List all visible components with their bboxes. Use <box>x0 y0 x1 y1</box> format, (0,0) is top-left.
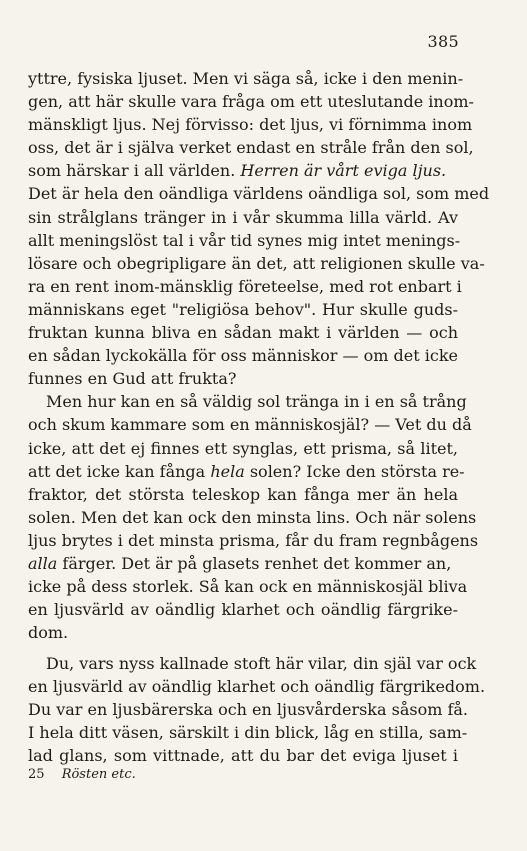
paragraph-1-line-9: lösare och obegripligare än det, att religionen skulle va- <box>28 253 485 273</box>
paragraph-2-line-2: och skum kammare som en människosjäl? — Vet du då <box>28 415 472 435</box>
paragraph-1-line-6: Det är hela den oändliga världens oändliga sol, som med <box>28 184 490 204</box>
paragraph-2-line-3: icke, att det ej finnes ett synglas, ett prisma, så litet, <box>28 438 458 458</box>
paragraph-1-line-4: oss, det är i själva verket endast en stråle från den sol, <box>28 138 474 158</box>
paragraph-2-line-4-end: solen? Icke den största re- <box>249 461 465 481</box>
paragraph-2-line-4 <box>28 460 465 483</box>
paragraph-1-line-7: sin strålglans tränger in i vår skumma lilla värld. Av <box>28 207 458 227</box>
paragraph-2-line-1: Men hur kan en så väldig sol tränga in i en så trång <box>46 392 467 412</box>
paragraph-3-line-3: Du var en ljusbärerska och en ljusvårderska såsom få. <box>28 700 469 720</box>
paragraph-1-line-5-text: som härskar i all världen. <box>28 161 236 181</box>
paragraph-2-line-8-text: färger. Det är på glasets renhet det kommer an, <box>62 553 452 573</box>
signature-title: Rösten etc. <box>61 767 136 782</box>
main-text <box>28 67 490 644</box>
paragraph-3-line-5: lad glans, som vittnade, att du bar det eviga ljuset i <box>28 746 458 766</box>
paragraph-1-line-3: mänskligt ljus. Nej förvisso: det ljus, vi förnimma inom <box>28 115 473 135</box>
paragraph-1-line-12: fruktan kunna bliva en sådan makt i världen — och <box>28 323 458 343</box>
paragraph-1-line-11: människans eget "religiösa behov". Hur skulle guds- <box>28 299 458 319</box>
paragraph-2-line-4-emphasis: hela <box>210 461 245 481</box>
paragraph-2-line-4-start: att det icke kan fånga <box>28 461 206 481</box>
paragraph-2-line-9: icke på dess storlek. Så kan ock en människosjäl bliva <box>28 577 468 597</box>
paragraph-1-line-8: allt meningslöst tal i vår tid synes mig intet menings- <box>28 230 461 250</box>
paragraph-3-line-4: I hela ditt väsen, särskilt i din blick, låg en stilla, sam- <box>28 723 468 743</box>
paragraph-1-line-13: en sådan lyckokälla för oss människor — om det icke <box>28 346 458 366</box>
paragraph-1-line-2: gen, att här skulle vara fråga om ett uteslutande inom- <box>28 92 474 112</box>
paragraph-1-line-5 <box>28 159 458 182</box>
paragraph-2-line-7: ljus brytes i det minsta prisma, får du fram regnbågens <box>28 530 479 550</box>
paragraph-2-line-8 <box>28 552 458 575</box>
paragraph-1-line-14: funnes en Gud att frukta? <box>28 369 237 389</box>
paragraph-1-line-5-emphasis: Herren är vårt eviga ljus. <box>240 161 447 181</box>
paragraph-2-line-11: dom. <box>28 623 69 643</box>
paragraph-1-line-1: yttre, fysiska ljuset. Men vi säga så, icke i den menin- <box>28 69 464 88</box>
paragraph-2-line-5: fraktor, det största teleskop kan fånga mer än hela <box>28 484 458 504</box>
paragraph-2-line-6: solen. Men det kan ock den minsta lins. Och när solens <box>28 507 477 527</box>
paragraph-3-line-2: en ljusvärld av oändlig klarhet och oändlig färgrikedom. <box>28 677 486 697</box>
paragraph-2-line-10: en ljusvärld av oändlig klarhet och oändlig färgrike- <box>28 600 458 620</box>
signature-number: 25 <box>28 767 45 782</box>
paragraph-1-line-10: ra en rent inom-mänsklig företeelse, med rot enbart i <box>28 276 462 296</box>
signature-footer <box>28 767 136 783</box>
page-number: 385 <box>427 32 459 51</box>
continuation-text <box>28 652 486 767</box>
paragraph-2-line-8-emphasis: alla <box>28 553 58 573</box>
paragraph-3-line-1: Du, vars nyss kallnade stoft här vilar, din själ var ock <box>46 654 477 673</box>
